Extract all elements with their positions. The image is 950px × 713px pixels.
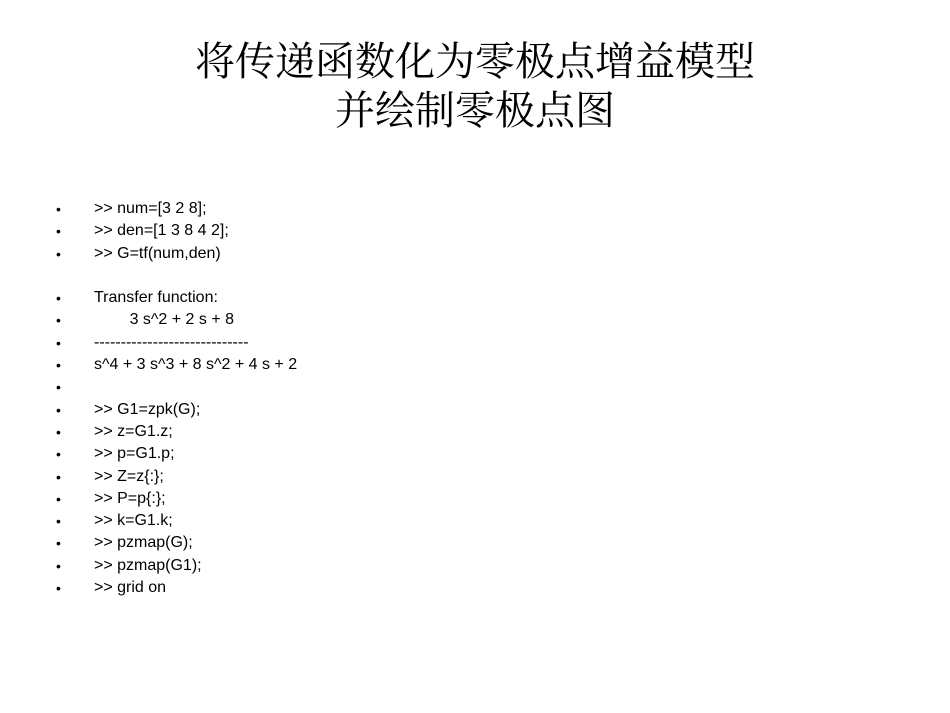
list-item-text: 3 s^2 + 2 s + 8: [94, 311, 235, 329]
list-item: [56, 332, 916, 354]
list-item-text: >> G1=zpk(G);: [94, 400, 201, 418]
list-spacer: [56, 265, 916, 287]
bullet-icon: •: [56, 468, 61, 485]
bullet-icon: •: [56, 401, 61, 418]
bullet-icon: •: [56, 557, 61, 574]
list-item: [56, 220, 916, 242]
list-item-text: Transfer function:: [94, 289, 218, 307]
list-item: [56, 510, 916, 532]
bullet-icon: •: [56, 223, 61, 240]
slide-title: [0, 38, 950, 136]
slide-title-line-2: 并绘制零极点图: [335, 88, 615, 134]
list-item: [56, 532, 916, 554]
bullet-icon: •: [56, 357, 61, 374]
bullet-icon: •: [56, 446, 61, 463]
list-item-text: >> num=[3 2 8];: [94, 200, 207, 217]
list-item: [56, 399, 916, 421]
list-item: [56, 287, 916, 309]
list-item: [56, 354, 916, 376]
bullet-icon: •: [56, 423, 61, 440]
list-item-text: >> p=G1.p;: [94, 445, 175, 463]
list-item: [56, 466, 916, 488]
list-item: [56, 376, 916, 398]
list-item: [56, 198, 916, 220]
list-item-text: s^4 + 3 s^3 + 8 s^2 + 4 s + 2: [94, 356, 298, 374]
bullet-icon: •: [56, 580, 61, 597]
list-item: [56, 488, 916, 510]
bullet-icon: •: [56, 379, 61, 396]
list-item-text: >> pzmap(G);: [94, 534, 193, 552]
bullet-icon: •: [56, 334, 61, 351]
list-item-text: >> P=p{:};: [94, 489, 166, 507]
list-item-text: >> pzmap(G1);: [94, 556, 202, 574]
bullet-icon: •: [56, 490, 61, 507]
bullet-icon: •: [56, 535, 61, 552]
bullet-icon: •: [56, 513, 61, 530]
list-item: [56, 243, 916, 265]
bullet-icon: •: [56, 290, 61, 307]
bullet-icon: •: [56, 201, 61, 217]
list-item: [56, 309, 916, 331]
list-item-text: >> grid on: [94, 579, 167, 597]
bullet-icon: •: [56, 312, 61, 329]
list-item: [56, 443, 916, 465]
list-item-text: >> G=tf(num,den): [94, 244, 221, 262]
list-item-text: >> z=G1.z;: [94, 422, 173, 440]
list-item-text: -----------------------------: [94, 333, 249, 351]
list-item-text: >> k=G1.k;: [94, 512, 173, 530]
list-item: [56, 421, 916, 443]
list-item-text: >> den=[1 3 8 4 2];: [94, 222, 229, 240]
list-item: [56, 555, 916, 577]
list-item-text: >> Z=z{:};: [94, 467, 164, 485]
slide-title-line-1: 将传递函数化为零极点增益模型: [195, 39, 755, 85]
bullet-icon: •: [56, 245, 61, 262]
list-item: [56, 577, 916, 599]
bullet-list: [56, 198, 916, 599]
